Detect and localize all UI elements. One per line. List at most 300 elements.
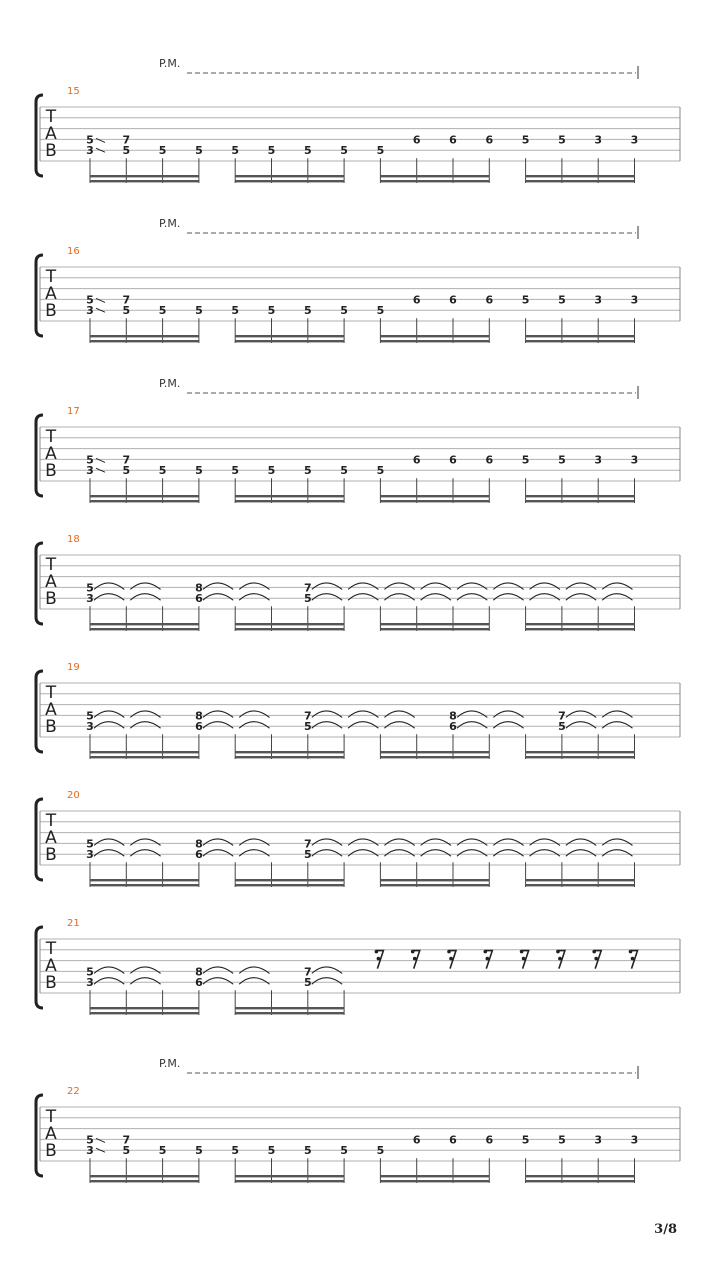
tie <box>384 594 414 601</box>
fret-number: 5 <box>231 464 240 478</box>
tie <box>312 978 342 985</box>
tie <box>239 967 269 974</box>
tab-system <box>36 534 680 631</box>
tie <box>493 850 523 857</box>
tab-clef-letter: B <box>45 301 57 321</box>
tie <box>421 850 451 857</box>
tie <box>348 722 378 729</box>
tie <box>566 594 596 601</box>
tie <box>457 711 487 718</box>
beam <box>90 1180 199 1182</box>
beam <box>90 180 199 182</box>
fret-number: 5 <box>558 720 566 734</box>
fret-number: 6 <box>449 293 457 307</box>
tab-clef-letter: B <box>45 1141 57 1161</box>
tie <box>130 583 160 590</box>
beam <box>235 335 344 337</box>
beam <box>90 340 199 342</box>
tie <box>348 711 378 718</box>
measure-number: 22 <box>67 1086 80 1097</box>
tie <box>457 850 487 857</box>
rest-dot <box>449 957 453 961</box>
tab-clef-letter: A <box>45 956 57 976</box>
tie <box>130 978 160 985</box>
fret-number: 5 <box>231 144 240 158</box>
beam <box>90 335 199 337</box>
fret-number: 8 <box>195 709 203 723</box>
tie <box>239 722 269 729</box>
rest-dot <box>447 950 451 954</box>
palm-mute-label: P.M. <box>159 1057 181 1070</box>
fret-number: 5 <box>86 453 94 467</box>
beam <box>235 1180 344 1182</box>
tab-system <box>36 57 680 183</box>
fret-number: 5 <box>195 464 203 478</box>
beam <box>90 751 199 753</box>
rest-dot <box>411 950 415 954</box>
tie <box>602 594 632 601</box>
measure-number: 17 <box>67 406 80 417</box>
fret-number: 6 <box>449 453 457 467</box>
beam <box>90 628 199 630</box>
tie <box>457 839 487 846</box>
fret-number: 5 <box>303 848 312 862</box>
beam <box>235 756 344 758</box>
fret-number: 5 <box>122 144 131 158</box>
beam <box>526 175 635 177</box>
rest-dot <box>520 950 524 954</box>
fret-number: 5 <box>558 293 566 307</box>
fret-number: 7 <box>558 709 566 723</box>
tie <box>239 583 269 590</box>
beam <box>235 879 344 881</box>
beam <box>235 1007 344 1009</box>
tie <box>566 850 596 857</box>
fret-number: 5 <box>521 133 530 147</box>
fret-number: 5 <box>303 1144 312 1158</box>
fret-number: 5 <box>303 144 312 158</box>
tie <box>384 722 414 729</box>
beam <box>90 1007 199 1009</box>
fret-number: 3 <box>630 293 639 307</box>
fret-number: 3 <box>86 720 94 734</box>
fret-number: 7 <box>122 453 131 467</box>
beam <box>90 1175 199 1177</box>
tab-clef-letter: A <box>45 444 57 464</box>
fret-number: 5 <box>303 592 312 606</box>
tie <box>203 711 233 718</box>
tie <box>312 850 342 857</box>
fret-number: 3 <box>86 1144 94 1158</box>
tie <box>94 594 124 601</box>
beam <box>526 628 635 630</box>
tab-clef-letter: B <box>45 717 57 737</box>
rest-dot <box>556 950 560 954</box>
fret-number: 5 <box>303 976 312 990</box>
beam <box>235 1012 344 1014</box>
tie <box>602 583 632 590</box>
beam <box>90 175 199 177</box>
fret-number: 3 <box>86 976 94 990</box>
fret-number: 5 <box>86 837 94 851</box>
fret-number: 3 <box>86 144 94 158</box>
fret-number: 5 <box>521 453 530 467</box>
tie <box>602 722 632 729</box>
tab-clef-letter: T <box>45 811 57 831</box>
beam <box>380 884 489 886</box>
beam <box>380 180 489 182</box>
tab-clef-letter: A <box>45 124 57 144</box>
tie <box>312 583 342 590</box>
tie <box>384 583 414 590</box>
tie <box>239 839 269 846</box>
fret-number: 5 <box>267 304 276 318</box>
fret-number: 5 <box>376 464 385 478</box>
tie <box>421 839 451 846</box>
tab-system <box>36 790 680 887</box>
beam <box>235 628 344 630</box>
fret-number: 3 <box>594 133 603 147</box>
tie <box>130 722 160 729</box>
fret-number: 6 <box>412 1133 421 1147</box>
beam <box>526 335 635 337</box>
fret-number: 5 <box>86 293 94 307</box>
tab-clef-letter: T <box>45 267 57 287</box>
fret-number: 5 <box>267 1144 276 1158</box>
fret-number: 5 <box>558 133 566 147</box>
fret-number: 7 <box>303 965 312 979</box>
tie <box>530 839 560 846</box>
tie <box>203 839 233 846</box>
beam <box>380 1175 489 1177</box>
fret-number: 5 <box>158 304 167 318</box>
beam <box>380 879 489 881</box>
fret-number: 3 <box>630 133 639 147</box>
tab-clef-letter: T <box>45 555 57 575</box>
tie <box>457 583 487 590</box>
tie <box>566 711 596 718</box>
fret-number: 5 <box>86 133 94 147</box>
beam <box>526 623 635 625</box>
measure-number: 15 <box>67 86 80 97</box>
fret-number: 5 <box>376 304 385 318</box>
fret-number: 7 <box>303 709 312 723</box>
beam <box>380 495 489 497</box>
tab-clef-letter: T <box>45 1107 57 1127</box>
fret-number: 6 <box>449 1133 457 1147</box>
fret-number: 6 <box>195 848 203 862</box>
fret-number: 5 <box>158 464 167 478</box>
fret-number: 6 <box>412 453 421 467</box>
beam <box>526 884 635 886</box>
measure-number: 16 <box>67 246 80 257</box>
fret-number: 5 <box>195 144 203 158</box>
tab-clef-letter: B <box>45 973 57 993</box>
measure-number: 20 <box>67 790 80 801</box>
beam <box>235 1175 344 1177</box>
beam <box>90 1012 199 1014</box>
rest-dot <box>484 950 488 954</box>
measure-number: 18 <box>67 534 80 545</box>
tie <box>348 583 378 590</box>
tab-clef-letter: A <box>45 700 57 720</box>
fret-number: 6 <box>195 592 203 606</box>
tie <box>239 978 269 985</box>
fret-number: 5 <box>267 144 276 158</box>
fret-number: 5 <box>158 1144 167 1158</box>
measure-number: 19 <box>67 662 80 673</box>
palm-mute-label: P.M. <box>159 57 181 70</box>
tie <box>130 594 160 601</box>
tie <box>530 594 560 601</box>
fret-number: 5 <box>158 144 167 158</box>
fret-number: 6 <box>485 453 494 467</box>
fret-number: 3 <box>630 453 639 467</box>
fret-number: 8 <box>195 965 203 979</box>
tie <box>421 594 451 601</box>
rest-dot <box>486 957 490 961</box>
tab-clef-letter: T <box>45 683 57 703</box>
fret-number: 5 <box>558 1133 566 1147</box>
fret-number: 5 <box>340 1144 348 1158</box>
fret-number: 3 <box>86 304 94 318</box>
tie <box>312 839 342 846</box>
rest-dot <box>629 950 633 954</box>
beam <box>235 500 344 502</box>
tab-clef-letter: T <box>45 939 57 959</box>
fret-number: 8 <box>195 837 203 851</box>
tie <box>602 839 632 846</box>
rest-dot <box>413 957 417 961</box>
fret-number: 6 <box>485 1133 494 1147</box>
rest-dot <box>522 957 526 961</box>
beam <box>526 340 635 342</box>
page-number: 3/8 <box>654 1222 677 1237</box>
beam <box>90 756 199 758</box>
tie <box>493 583 523 590</box>
tie <box>94 839 124 846</box>
fret-number: 6 <box>485 133 494 147</box>
beam <box>90 500 199 502</box>
fret-number: 3 <box>630 1133 639 1147</box>
fret-number: 5 <box>303 304 312 318</box>
fret-number: 3 <box>86 848 94 862</box>
tie <box>203 722 233 729</box>
fret-number: 5 <box>521 1133 530 1147</box>
beam <box>526 1175 635 1177</box>
beam <box>380 500 489 502</box>
tie <box>566 583 596 590</box>
beam <box>526 180 635 182</box>
fret-number: 8 <box>449 709 457 723</box>
tie <box>94 583 124 590</box>
tie <box>457 722 487 729</box>
tie <box>239 711 269 718</box>
tie <box>130 967 160 974</box>
rest-dot <box>375 950 379 954</box>
rest-dot <box>592 950 596 954</box>
fret-number: 3 <box>86 592 94 606</box>
tie <box>384 839 414 846</box>
tie <box>312 594 342 601</box>
fret-number: 6 <box>449 133 457 147</box>
tie <box>94 711 124 718</box>
beam <box>380 623 489 625</box>
palm-mute-label: P.M. <box>159 377 181 390</box>
fret-number: 5 <box>122 1144 131 1158</box>
tie <box>493 711 523 718</box>
tie <box>94 850 124 857</box>
measure-number: 21 <box>67 918 80 929</box>
tie <box>348 594 378 601</box>
tie <box>530 850 560 857</box>
fret-number: 5 <box>376 1144 385 1158</box>
fret-number: 7 <box>303 837 312 851</box>
fret-number: 5 <box>231 304 240 318</box>
fret-number: 6 <box>449 720 457 734</box>
fret-number: 5 <box>558 453 566 467</box>
rest-dot <box>631 957 635 961</box>
rest-dot <box>558 957 562 961</box>
fret-number: 5 <box>376 144 385 158</box>
tie <box>457 594 487 601</box>
fret-number: 5 <box>340 144 348 158</box>
tab-clef-letter: B <box>45 845 57 865</box>
tie <box>130 711 160 718</box>
tie <box>493 722 523 729</box>
beam <box>380 340 489 342</box>
fret-number: 3 <box>594 453 603 467</box>
beam <box>526 879 635 881</box>
fret-number: 5 <box>86 965 94 979</box>
fret-number: 5 <box>122 304 131 318</box>
fret-number: 5 <box>267 464 276 478</box>
tie <box>203 583 233 590</box>
tie <box>94 967 124 974</box>
tie <box>203 850 233 857</box>
beam <box>90 884 199 886</box>
beam <box>380 335 489 337</box>
fret-number: 5 <box>86 709 94 723</box>
fret-number: 3 <box>594 293 603 307</box>
tie <box>566 722 596 729</box>
tie <box>312 711 342 718</box>
fret-number: 6 <box>412 133 421 147</box>
tab-system <box>36 662 680 759</box>
tie <box>602 850 632 857</box>
palm-mute-label: P.M. <box>159 217 181 230</box>
tie <box>493 594 523 601</box>
fret-number: 5 <box>303 720 312 734</box>
tab-system <box>36 918 680 1015</box>
beam <box>380 175 489 177</box>
tab-clef-letter: A <box>45 284 57 304</box>
fret-number: 3 <box>86 464 94 478</box>
tie <box>384 850 414 857</box>
tie <box>239 594 269 601</box>
beam <box>526 500 635 502</box>
tab-clef-letter: A <box>45 572 57 592</box>
tab-clef-letter: A <box>45 1124 57 1144</box>
rest-dot <box>377 957 381 961</box>
beam <box>526 1180 635 1182</box>
beam <box>526 495 635 497</box>
fret-number: 6 <box>195 976 203 990</box>
fret-number: 5 <box>195 1144 203 1158</box>
fret-number: 5 <box>86 581 94 595</box>
tie <box>94 978 124 985</box>
fret-number: 5 <box>303 464 312 478</box>
tie <box>239 850 269 857</box>
beam <box>380 751 489 753</box>
fret-number: 5 <box>122 464 131 478</box>
tie <box>566 839 596 846</box>
fret-number: 7 <box>122 293 131 307</box>
fret-number: 7 <box>303 581 312 595</box>
tie <box>94 722 124 729</box>
beam <box>235 175 344 177</box>
tie <box>312 967 342 974</box>
beam <box>235 623 344 625</box>
tie <box>203 594 233 601</box>
tie <box>421 583 451 590</box>
beam <box>380 1180 489 1182</box>
beam <box>526 751 635 753</box>
tie <box>312 722 342 729</box>
tab-clef-letter: B <box>45 141 57 161</box>
fret-number: 5 <box>231 1144 240 1158</box>
beam <box>235 180 344 182</box>
fret-number: 6 <box>485 293 494 307</box>
tie <box>203 967 233 974</box>
beam <box>235 495 344 497</box>
fret-number: 6 <box>412 293 421 307</box>
fret-number: 5 <box>340 464 348 478</box>
tie <box>130 839 160 846</box>
tab-system <box>36 217 680 343</box>
fret-number: 5 <box>86 1133 94 1147</box>
beam <box>235 751 344 753</box>
tab-system <box>36 1057 680 1183</box>
tie <box>203 978 233 985</box>
fret-number: 5 <box>340 304 348 318</box>
tab-clef-letter: B <box>45 589 57 609</box>
tab-clef-letter: T <box>45 427 57 447</box>
beam <box>90 879 199 881</box>
rest-dot <box>594 957 598 961</box>
tie <box>530 583 560 590</box>
fret-number: 6 <box>195 720 203 734</box>
tie <box>348 839 378 846</box>
beam <box>380 756 489 758</box>
beam <box>90 495 199 497</box>
tie <box>130 850 160 857</box>
beam <box>380 628 489 630</box>
tab-clef-letter: T <box>45 107 57 127</box>
beam <box>90 623 199 625</box>
tab-clef-letter: B <box>45 461 57 481</box>
tie <box>493 839 523 846</box>
beam <box>526 756 635 758</box>
fret-number: 8 <box>195 581 203 595</box>
beam <box>235 340 344 342</box>
tie <box>348 850 378 857</box>
beam <box>235 884 344 886</box>
fret-number: 7 <box>122 1133 131 1147</box>
tie <box>384 711 414 718</box>
fret-number: 5 <box>195 304 203 318</box>
tie <box>602 711 632 718</box>
